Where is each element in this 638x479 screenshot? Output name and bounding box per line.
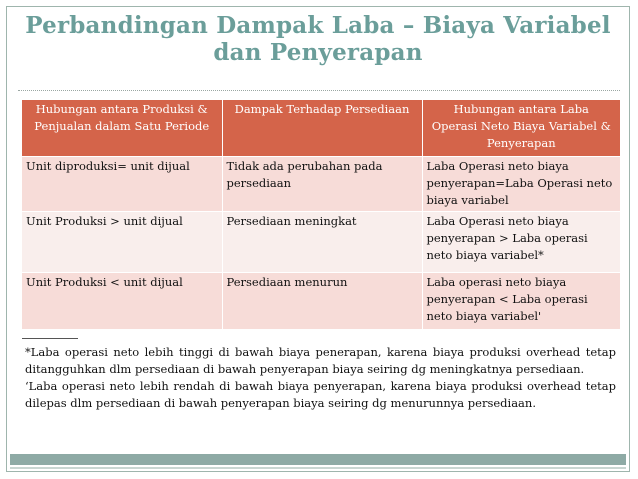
bottom-accent-bar: [10, 454, 626, 465]
title-divider: [18, 90, 620, 91]
footnote-box: [22, 340, 620, 428]
header-production-sales: Hubungan antara Produksi & Penjualan dalam Satu Periode: [22, 100, 222, 156]
table-header-row: [22, 100, 620, 156]
table-cell: Persediaan menurun: [222, 272, 422, 329]
table-row: [22, 156, 620, 211]
footnote-2: ‘Laba operasi neto lebih rendah di bawah biaya penyerapan, karena biaya produksi overhead tetap dilepas dlm persediaan di bawah penyerapan biaya seiring dg menurunnya persediaan.: [25, 379, 616, 410]
table-cell: Persediaan meningkat: [222, 211, 422, 272]
comparison-table: [22, 100, 620, 329]
table-cell: Unit Produksi > unit dijual: [22, 211, 222, 272]
table-cell: Tidak ada perubahan pada persediaan: [222, 156, 422, 211]
header-inventory-impact: Dampak Terhadap Persediaan: [222, 100, 422, 156]
table-cell: Laba operasi neto biaya penyerapan < Laba operasi neto biaya variabel': [422, 272, 620, 329]
footnote-separator: [22, 338, 78, 339]
table-row: [22, 272, 620, 329]
table-row: [22, 211, 620, 272]
footnote-1: *Laba operasi neto lebih tinggi di bawah biaya penerapan, karena biaya produksi overhead tetap ditangguhkan dlm persediaan di bawah penyerapan biaya seiring dg meningkatnya persediaan.: [25, 345, 616, 376]
table-cell: Unit diproduksi= unit dijual: [22, 156, 222, 211]
title-line-1: Perbandingan Dampak Laba – Biaya Variabel: [25, 12, 611, 39]
table-cell: Laba Operasi neto biaya penyerapan=Laba Operasi neto biaya variabel: [422, 156, 620, 211]
table-cell: Unit Produksi < unit dijual: [22, 272, 222, 329]
table-cell: Laba Operasi neto biaya penyerapan > Laba operasi neto biaya variabel*: [422, 211, 620, 272]
header-profit-relationship: Hubungan antara Laba Operasi Neto Biaya Variabel & Penyerapan: [422, 100, 620, 156]
bottom-accent-line: [10, 467, 626, 469]
title-line-2: dan Penyerapan: [213, 39, 423, 66]
slide-title: [10, 12, 626, 66]
